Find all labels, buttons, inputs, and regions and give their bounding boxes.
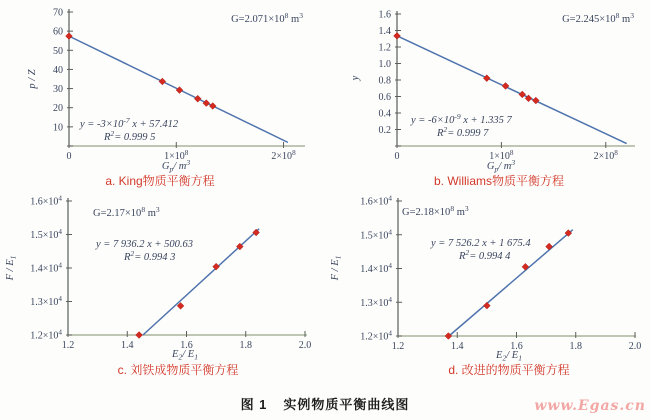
- chart-d-svg: [325, 190, 650, 390]
- y-tick-label: 60: [53, 26, 63, 38]
- y-tick-label: 1.6: [378, 9, 391, 21]
- x-tick-label: 1.2: [391, 341, 405, 352]
- equation-text: y = 7 526.2 x + 1 675.4: [431, 238, 531, 249]
- data-point-marker: [394, 32, 401, 39]
- data-point-marker: [176, 87, 183, 94]
- chart-improved: [325, 190, 650, 395]
- g-annotation: $G=2.245\times 10^8$ $m^3$: [562, 11, 634, 25]
- r-squared-text: $R^2= 0.999$ 7: [437, 125, 489, 139]
- x-tick-label: 0: [66, 151, 72, 162]
- y-tick-label: $1.4\times 10^4$: [30, 261, 62, 275]
- y-tick-label: 20: [53, 103, 63, 115]
- y-tick-label: 1.2: [378, 42, 391, 54]
- figure-caption-number: 图 1: [240, 397, 268, 412]
- data-point-marker: [483, 75, 490, 82]
- g-annotation: $G=2.071\times 10^8$ $m^3$: [231, 11, 303, 25]
- r-squared-text: $R^2= 0.999$ 5: [104, 129, 156, 143]
- y-axis-label: p / Z: [27, 69, 38, 89]
- chart-a-svg: [0, 0, 325, 190]
- y-tick-label: 40: [53, 64, 63, 76]
- x-tick-label: 1.8: [569, 341, 582, 352]
- equation-text: y = 7 936.2 x + 500.63: [96, 239, 193, 250]
- y-tick-label: $1.6\times 10^4$: [30, 194, 62, 208]
- y-tick-label: $1.3\times 10^4$: [30, 295, 62, 308]
- data-point-marker: [66, 33, 73, 40]
- chart-liutiecheng: [0, 190, 325, 395]
- chart-king: [0, 0, 325, 195]
- x-axis-label: $E_2/$ $E_1$: [172, 349, 198, 362]
- y-tick-label: 50: [53, 45, 63, 57]
- x-axis-label: $E_2/$ $E_1$: [496, 350, 522, 363]
- subplot-caption: d. 改进的物质平衡方程: [448, 363, 570, 377]
- y-tick-label: 0.4: [378, 108, 391, 120]
- x-tick-label: $2\times 10^8$: [271, 149, 296, 162]
- y-tick-label: $1.2\times 10^4$: [30, 328, 62, 342]
- data-point-marker: [483, 302, 490, 309]
- data-point-marker: [209, 103, 216, 110]
- trend-line: [397, 36, 627, 144]
- y-tick-label: 70: [53, 7, 63, 19]
- data-point-marker: [213, 263, 220, 270]
- chart-c-svg: [0, 190, 325, 390]
- watermark-text: www.Egas.cn: [534, 398, 646, 414]
- chart-williams: [325, 0, 650, 195]
- data-point-marker: [159, 78, 166, 85]
- data-point-marker: [519, 91, 526, 98]
- x-tick-label: 1.8: [239, 340, 252, 351]
- g-annotation: $G=2.17\times 10^8$ $m^3$: [93, 205, 160, 219]
- x-tick-label: $1\times 10^8$: [489, 149, 514, 162]
- y-tick-label: 0.6: [378, 92, 391, 103]
- y-tick-label: 0.8: [378, 75, 391, 87]
- equation-text: $y = -6\times 10^{-9}$ x + 1.335 7: [411, 112, 512, 126]
- y-tick-label: $1.6\times 10^4$: [360, 194, 392, 208]
- y-tick-label: $1.5\times 10^4$: [360, 228, 392, 242]
- y-tick-label: 0.2: [378, 125, 391, 136]
- x-tick-label: 1.4: [451, 341, 464, 352]
- x-tick-label: 2.0: [628, 341, 642, 352]
- x-tick-label: 1.6: [510, 341, 523, 352]
- x-axis-label: $G_p/$ $m^3$: [161, 158, 191, 174]
- subplot-caption: a. King物质平衡方程: [105, 174, 215, 188]
- subplot-caption: b. Williams物质平衡方程: [433, 174, 565, 188]
- subplot-caption: c. 刘铁成物质平衡方程: [117, 363, 239, 377]
- y-tick-label: 1.0: [378, 59, 391, 70]
- data-point-marker: [532, 97, 539, 104]
- x-tick-label: $1\times 10^8$: [164, 149, 189, 162]
- g-annotation: $G=2.18\times 10^8$ $m^3$: [402, 204, 469, 218]
- y-tick-label: $1.4\times 10^4$: [360, 262, 392, 275]
- data-point-marker: [203, 100, 210, 107]
- y-axis-label: F / $E_1$: [5, 255, 18, 281]
- x-tick-label: 1.2: [61, 340, 75, 351]
- r-squared-text: $R^2= 0.994$ 3: [124, 249, 176, 263]
- x-tick-label: 0: [394, 151, 400, 162]
- y-tick-label: 1.4: [378, 26, 391, 37]
- x-tick-label: 1.4: [121, 340, 134, 351]
- x-tick-label: 1.6: [180, 340, 193, 351]
- y-axis-label: y: [350, 75, 361, 81]
- y-tick-label: $1.3\times 10^4$: [360, 295, 392, 309]
- y-tick-label: 30: [53, 84, 63, 96]
- y-tick-label: $1.2\times 10^4$: [360, 329, 392, 343]
- x-tick-label: $2\times 10^8$: [593, 149, 618, 162]
- y-axis-label: F / $E_1$: [330, 255, 343, 281]
- x-axis-label: $G_p/$ $m^3$: [486, 158, 516, 174]
- chart-b-svg: [325, 0, 650, 190]
- equation-text: $y = -3\times 10^{-7}$ x + 57.412: [80, 116, 179, 130]
- data-point-marker: [194, 95, 201, 102]
- x-tick-label: 2.0: [298, 340, 312, 351]
- r-squared-text: $R^2= 0.994$ 4: [459, 248, 511, 262]
- data-point-marker: [136, 332, 143, 339]
- figure-caption-text: 实例物质平衡曲线图: [283, 397, 410, 412]
- y-tick-label: $1.5\times 10^4$: [30, 228, 62, 241]
- y-tick-label: 10: [53, 122, 63, 134]
